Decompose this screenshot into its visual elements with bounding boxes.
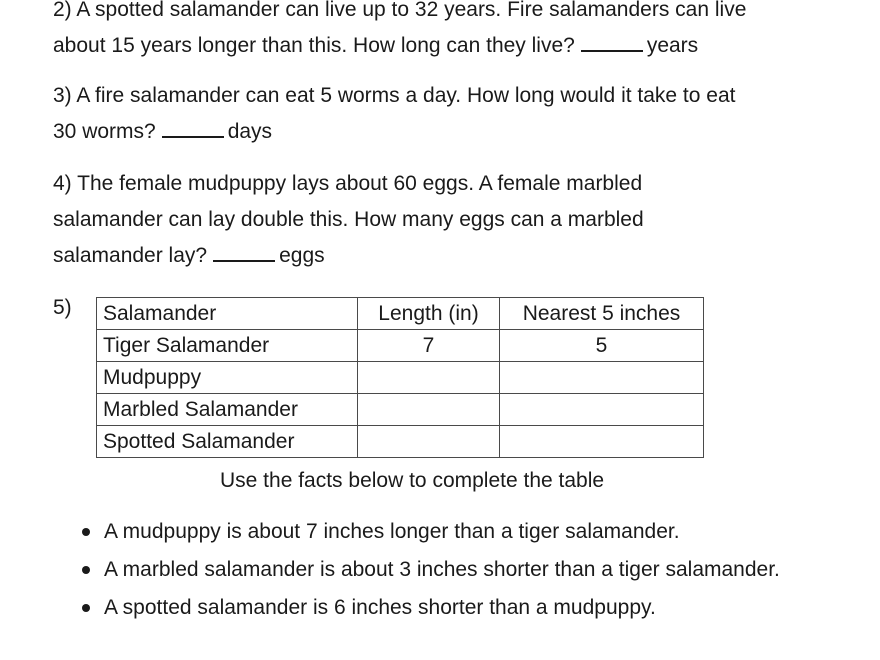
table-row — [97, 394, 704, 426]
question-2-line-2 — [53, 28, 746, 64]
answer-blank-3[interactable] — [162, 118, 224, 138]
answer-blank-2[interactable] — [581, 32, 643, 52]
answer-blank-4[interactable] — [213, 242, 275, 262]
fact-text: A spotted salamander is 6 inches shorter than a mudpuppy. — [104, 596, 656, 619]
table-cell-name: Mudpuppy — [97, 362, 358, 394]
fact-text: A marbled salamander is about 3 inches shorter than a tiger salamander. — [104, 558, 780, 581]
table-cell-length[interactable] — [358, 362, 500, 394]
table-header-length: Length (in) — [358, 298, 500, 330]
question-3 — [53, 78, 735, 150]
table-cell-name: Tiger Salamander — [97, 330, 358, 362]
table-cell-nearest-5[interactable] — [500, 394, 704, 426]
table-cell-name: Marbled Salamander — [97, 394, 358, 426]
question-4-unit: eggs — [279, 244, 325, 267]
list-item — [80, 514, 840, 550]
table-caption: Use the facts below to complete the table — [220, 469, 605, 492]
question-4-line-3 — [53, 238, 644, 274]
question-4 — [53, 166, 644, 274]
question-4-line-1: 4) The female mudpuppy lays about 60 eggs. A female marbled — [53, 172, 643, 195]
fact-text: A mudpuppy is about 7 inches longer than a tiger salamander. — [104, 520, 680, 543]
table-cell-nearest-5[interactable] — [500, 362, 704, 394]
table-cell-nearest-5: 5 — [500, 330, 704, 362]
question-2 — [53, 0, 746, 64]
table-cell-nearest-5[interactable] — [500, 426, 704, 458]
table-cell-length[interactable] — [358, 394, 500, 426]
table-row — [97, 330, 704, 362]
facts-list — [80, 514, 840, 628]
question-3-line-2 — [53, 114, 735, 150]
question-3-unit: days — [227, 120, 273, 143]
table-cell-length: 7 — [358, 330, 500, 362]
table-header-row — [97, 298, 704, 330]
bullet-icon — [82, 604, 90, 612]
question-4-text: salamander lay? — [53, 244, 208, 267]
question-2-line-1: 2) A spotted salamander can live up to 32 years. Fire salamanders can live — [53, 0, 747, 21]
table-cell-name: Spotted Salamander — [97, 426, 358, 458]
salamander-table — [96, 297, 704, 458]
question-3-line-1: 3) A fire salamander can eat 5 worms a day. How long would it take to eat — [53, 84, 736, 107]
table-header-nearest-5: Nearest 5 inches — [500, 298, 704, 330]
question-2-text: about 15 years longer than this. How long can they live? — [53, 34, 575, 57]
table-row — [97, 426, 704, 458]
question-4-line-2: salamander can lay double this. How many eggs can a marbled — [53, 208, 644, 231]
bullet-icon — [82, 566, 90, 574]
list-item — [80, 590, 840, 626]
table-row — [97, 362, 704, 394]
question-3-text: 30 worms? — [53, 120, 156, 143]
table-header-salamander: Salamander — [97, 298, 358, 330]
question-5-number: 5) — [53, 296, 72, 319]
bullet-icon — [82, 528, 90, 536]
table-cell-length[interactable] — [358, 426, 500, 458]
question-2-unit: years — [646, 34, 699, 57]
list-item — [80, 552, 840, 588]
